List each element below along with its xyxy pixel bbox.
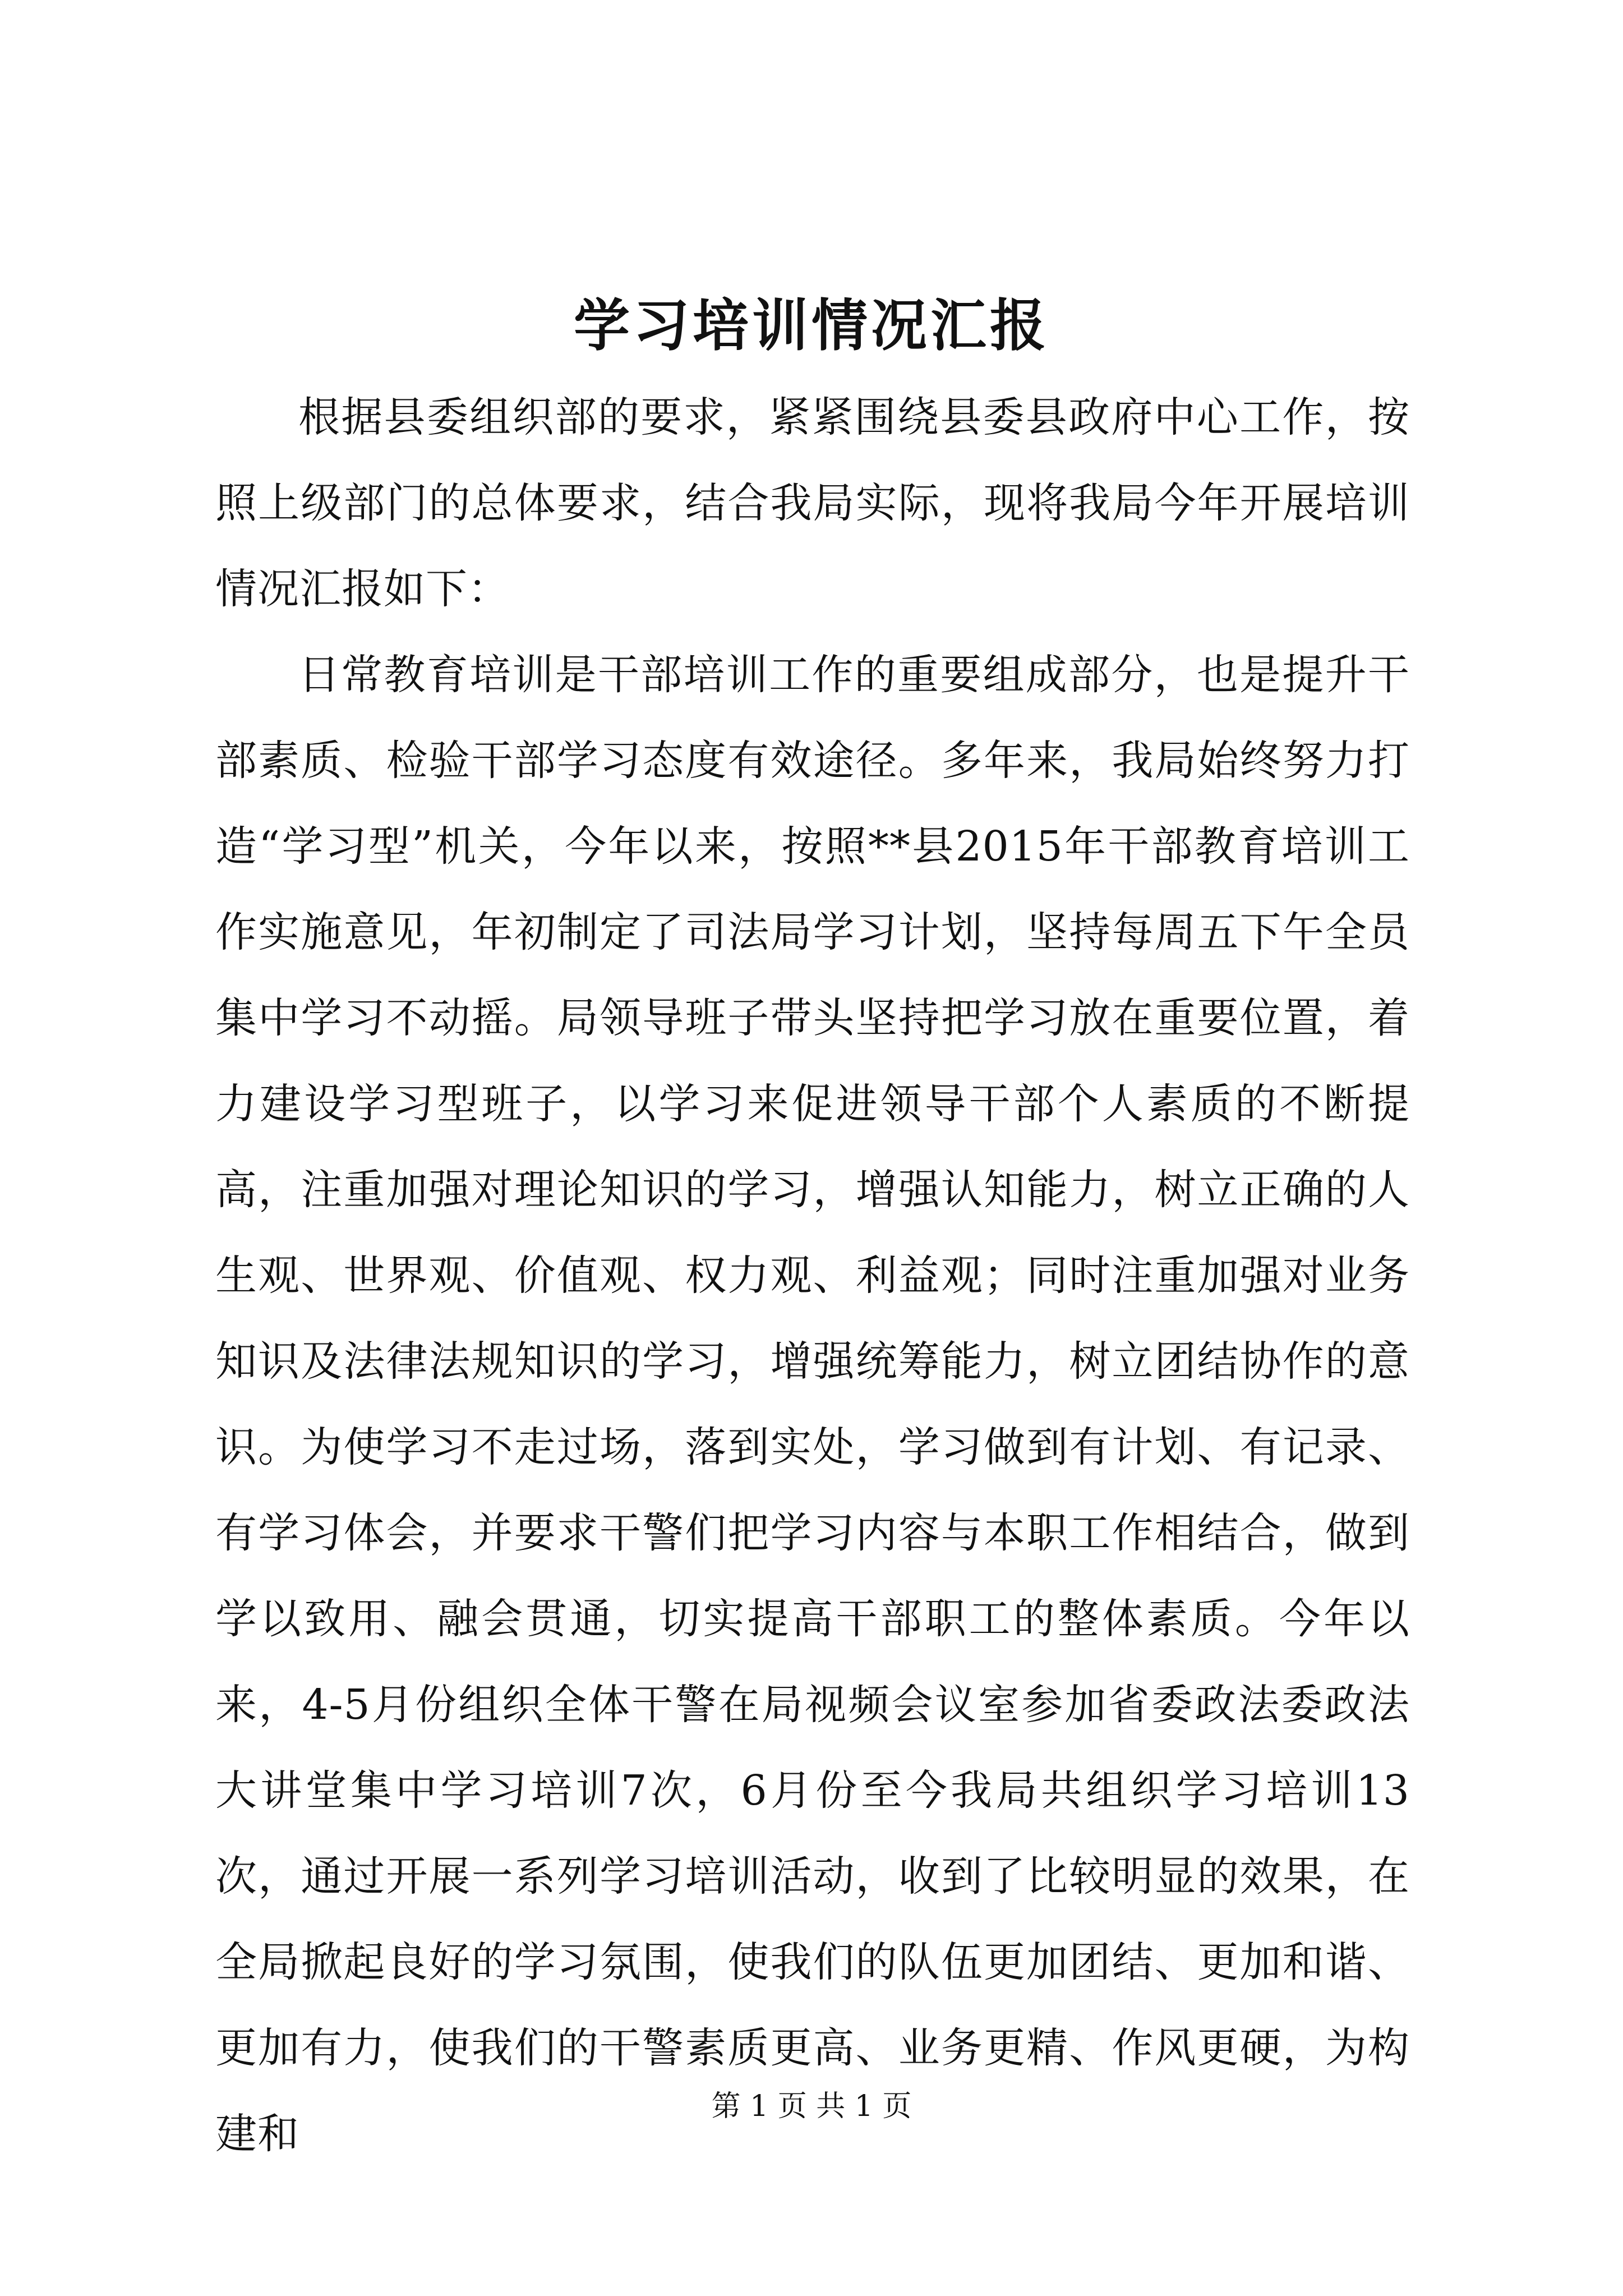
paragraph-intro: 根据县委组织部的要求，紧紧围绕县委县政府中心工作，按照上级部门的总体要求，结合我局实际，现将我局今年开展培训情况汇报如下：: [215, 393, 1410, 613]
paragraph-training: 日常教育培训是干部培训工作的重要组成部分，也是提升干部素质、检验干部学习态度有效途径。多年来，我局始终努力打造“学习型”机关，今年以来，按照**县2015年干部教育培训工作实施意见，年初制定了司法局学习计划，坚持每周五下午全员集中学习不动摇。局领导班子带头坚持把学习放在重要位置，着力建设学习型班子，以学习来促进领导干部个人素质的不断提高，注重加强对理论知识的学习，增强认知能力，树立正确的人生观、世界观、价值观、权力观、利益观；同时注重加强对业务知识及法律法规知识的学习，增强统筹能力，树立团结协作的意识。为使学习不走过场，落到实处，学习做到有计划、有记录、有学习体会，并要求干警们把学习内容与本职工作相结合，做到学以致用、融会贯通，切实提高干部职工的整体素质。今年以来，4-5月份组织全体干警在局视频会议室参加省委政法委政法大讲堂集中学习培训7次，6月份至今我局共组织学习培训13次，通过开展一系列学习培训活动，收到了比较明显的效果，在全局掀起良好的学习氛围，使我们的队伍更加团结、更加和谐、更加有力，使我们的干警素质更高、业务更精、作风更硬，为构建和: [215, 651, 1410, 2158]
document-title: 学习培训情况汇报: [574, 292, 1049, 358]
page-footer: 第 1 页 共 1 页: [711, 2090, 912, 2123]
document-body: [215, 375, 1410, 2177]
